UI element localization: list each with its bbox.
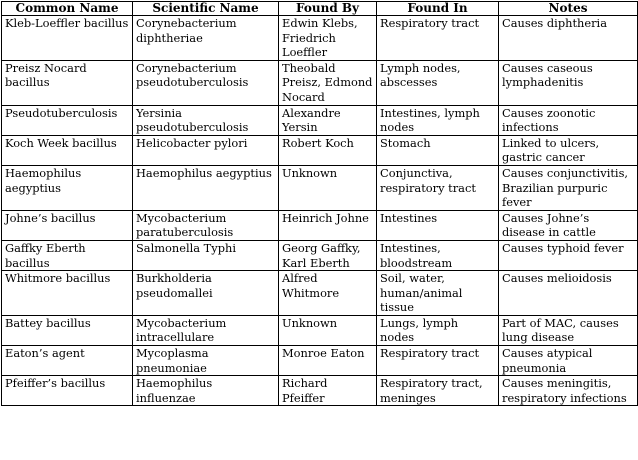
notes-cell: Causes atypical pneumonia [499, 346, 638, 376]
table-row [2, 60, 638, 105]
notes-cell: Linked to ulcers, gastric cancer [499, 135, 638, 165]
found-in-cell: Respiratory tract [377, 346, 499, 376]
scientific-name-cell: Mycoplasma pneumoniae [133, 346, 279, 376]
notes-cell: Causes Johne’s disease in cattle [499, 210, 638, 240]
common-name-cell: Haemophilus aegyptius [2, 165, 133, 210]
bacteria-table [1, 1, 638, 406]
notes-cell: Causes caseous lymphadenitis [499, 60, 638, 105]
scientific-name-cell: Salmonella Typhi [133, 240, 279, 270]
found-by-cell: Unknown [279, 165, 377, 210]
header-notes: Notes [499, 2, 638, 16]
found-in-cell: Stomach [377, 135, 499, 165]
found-in-cell: Respiratory tract [377, 16, 499, 61]
table-row [2, 165, 638, 210]
scientific-name-cell: Mycobacterium intracellulare [133, 315, 279, 345]
header-common-name: Common Name [2, 2, 133, 16]
found-by-cell: Edwin Klebs, Friedrich Loeffler [279, 16, 377, 61]
table-row [2, 240, 638, 270]
common-name-cell: Pseudotuberculosis [2, 105, 133, 135]
scientific-name-cell: Helicobacter pylori [133, 135, 279, 165]
header-scientific-name: Scientific Name [133, 2, 279, 16]
header-row [2, 2, 638, 16]
notes-cell: Causes conjunctivitis, Brazilian purpuric fever [499, 165, 638, 210]
notes-cell: Causes typhoid fever [499, 240, 638, 270]
table-row [2, 210, 638, 240]
header-found-by: Found By [279, 2, 377, 16]
scientific-name-cell: Corynebacterium diphtheriae [133, 16, 279, 61]
common-name-cell: Eaton’s agent [2, 346, 133, 376]
found-in-cell: Conjunctiva, respiratory tract [377, 165, 499, 210]
scientific-name-cell: Burkholderia pseudomallei [133, 271, 279, 316]
common-name-cell: Koch Week bacillus [2, 135, 133, 165]
found-in-cell: Lungs, lymph nodes [377, 315, 499, 345]
table-row [2, 346, 638, 376]
found-in-cell: Soil, water, human/animal tissue [377, 271, 499, 316]
found-in-cell: Intestines, lymph nodes [377, 105, 499, 135]
table-row [2, 105, 638, 135]
found-by-cell: Robert Koch [279, 135, 377, 165]
table-row [2, 16, 638, 61]
common-name-cell: Battey bacillus [2, 315, 133, 345]
found-by-cell: Unknown [279, 315, 377, 345]
header-found-in: Found In [377, 2, 499, 16]
table-row [2, 315, 638, 345]
common-name-cell: Kleb-Loeffler bacillus [2, 16, 133, 61]
table-row [2, 135, 638, 165]
scientific-name-cell: Corynebacterium pseudotuberculosis [133, 60, 279, 105]
found-in-cell: Lymph nodes, abscesses [377, 60, 499, 105]
found-by-cell: Richard Pfeiffer [279, 376, 377, 406]
common-name-cell: Preisz Nocard bacillus [2, 60, 133, 105]
found-by-cell: Alexandre Yersin [279, 105, 377, 135]
table-body [2, 16, 638, 406]
notes-cell: Causes melioidosis [499, 271, 638, 316]
scientific-name-cell: Yersinia pseudotuberculosis [133, 105, 279, 135]
found-by-cell: Georg Gaffky, Karl Eberth [279, 240, 377, 270]
common-name-cell: Johne’s bacillus [2, 210, 133, 240]
table-row [2, 271, 638, 316]
found-by-cell: Theobald Preisz, Edmond Nocard [279, 60, 377, 105]
found-by-cell: Monroe Eaton [279, 346, 377, 376]
notes-cell: Causes meningitis, respiratory infections [499, 376, 638, 406]
scientific-name-cell: Haemophilus influenzae [133, 376, 279, 406]
scientific-name-cell: Mycobacterium paratuberculosis [133, 210, 279, 240]
found-in-cell: Intestines [377, 210, 499, 240]
common-name-cell: Whitmore bacillus [2, 271, 133, 316]
found-in-cell: Respiratory tract, meninges [377, 376, 499, 406]
common-name-cell: Gaffky Eberth bacillus [2, 240, 133, 270]
found-in-cell: Intestines, bloodstream [377, 240, 499, 270]
notes-cell: Causes diphtheria [499, 16, 638, 61]
table-row [2, 376, 638, 406]
found-by-cell: Heinrich Johne [279, 210, 377, 240]
notes-cell: Causes zoonotic infections [499, 105, 638, 135]
found-by-cell: Alfred Whitmore [279, 271, 377, 316]
scientific-name-cell: Haemophilus aegyptius [133, 165, 279, 210]
notes-cell: Part of MAC, causes lung disease [499, 315, 638, 345]
common-name-cell: Pfeiffer’s bacillus [2, 376, 133, 406]
